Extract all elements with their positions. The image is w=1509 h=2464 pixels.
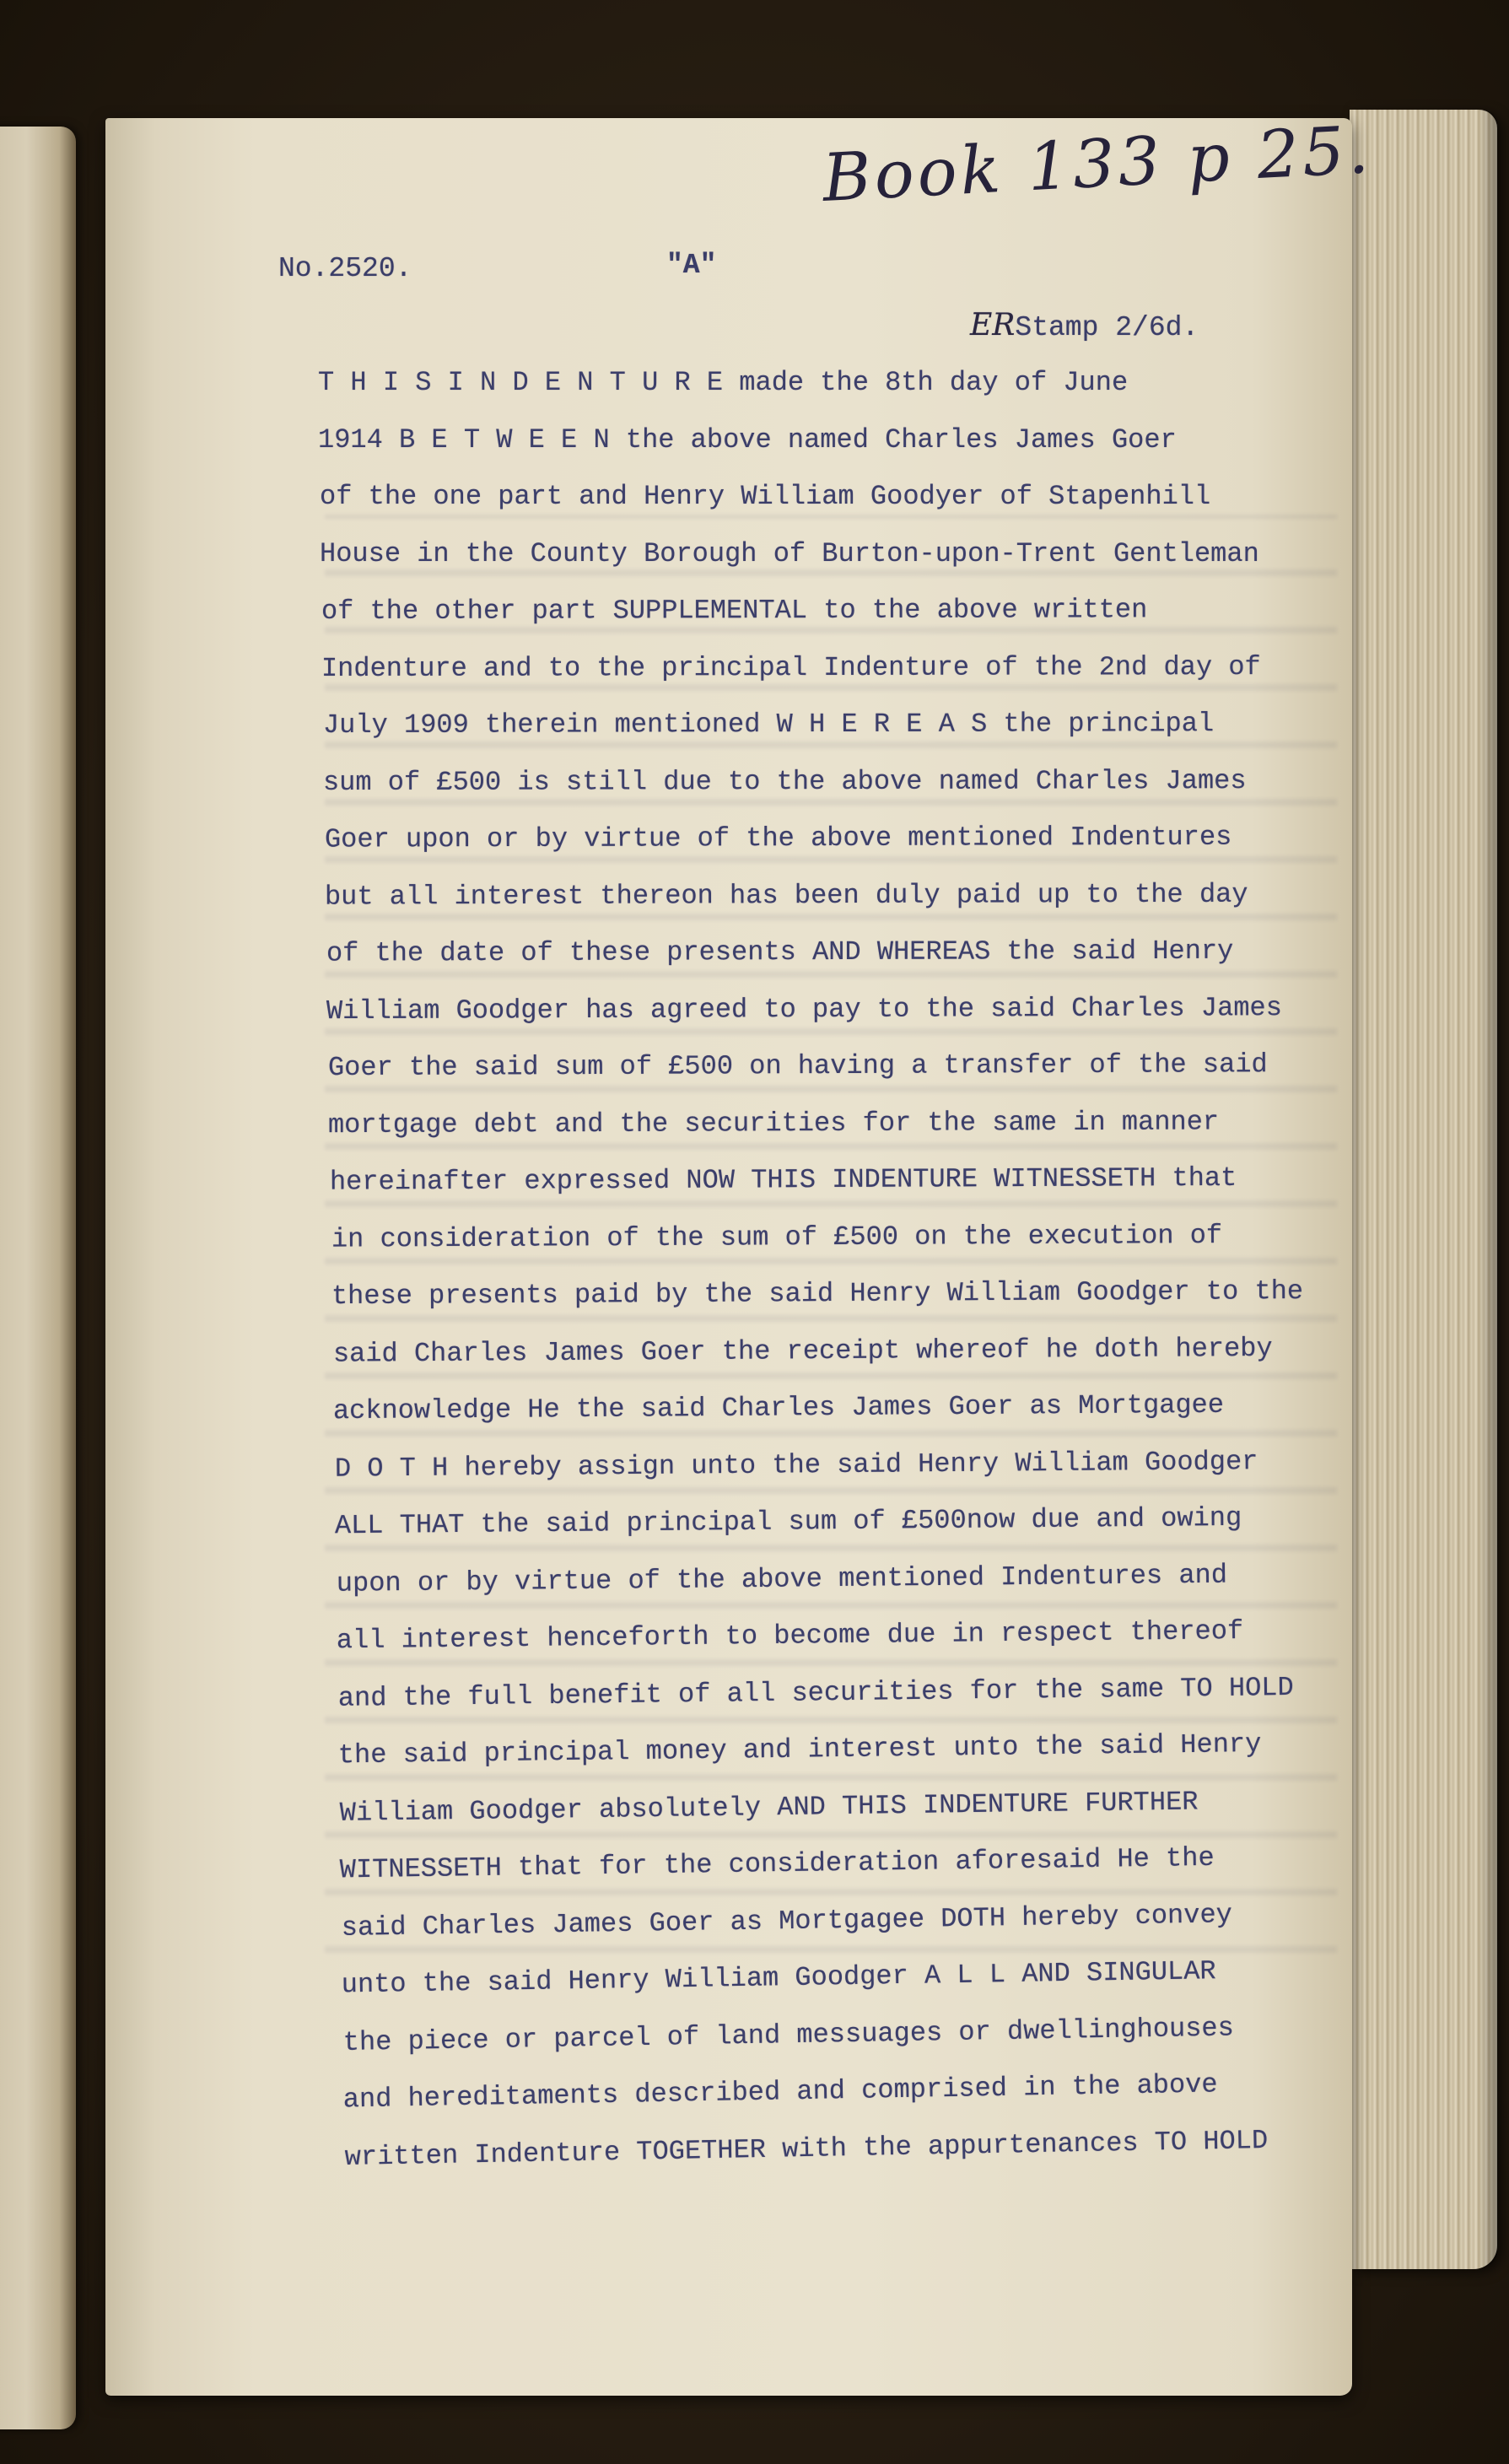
text-line: Indenture and to the principal Indenture of the 2nd day of (321, 650, 1261, 684)
text-line: mortgage debt and the securities for the same in manner (327, 1105, 1220, 1140)
stamp-initials: ER (970, 308, 1016, 342)
text-line: Goer upon or by virtue of the above mentioned Indentures (324, 821, 1232, 855)
text-line: acknowledge He the said Charles James Goer as Mortgagee (332, 1388, 1225, 1427)
text-line: written Indenture TOGETHER with the appurtenances TO HOLD (344, 2124, 1269, 2173)
text-line: ALL THAT the said principal sum of £500now due and owing (334, 1502, 1242, 1542)
text-line: the said principal money and interest unto the said Henry (337, 1728, 1262, 1771)
text-line: and the full benefit of all securities for the same TO HOLD (337, 1671, 1294, 1714)
text-line: House in the County Borough of Burton-upon-Trent Gentleman (320, 537, 1259, 569)
left-page-edge (0, 127, 76, 2429)
text-line: hereinafter expressed NOW THIS INDENTURE WITNESSETH that (329, 1162, 1237, 1198)
text-line: sum of £500 is still due to the above named Charles James (322, 764, 1247, 798)
text-line: these presents paid by the said Henry William Goodger to the (331, 1275, 1304, 1313)
text-line: upon or by virtue of the above mentioned Indentures and (336, 1559, 1228, 1599)
text-line: July 1909 therein mentioned W H E R E A S the principal (322, 708, 1215, 741)
text-line: but all interest thereon has been duly paid up to the day (324, 878, 1248, 913)
text-line: all interest henceforth to become due in respect thereof (336, 1615, 1244, 1657)
text-line: of the one part and Henry William Goodyer of Stapenhill (320, 481, 1211, 512)
text-line: said Charles James Goer as Mortgagee DOTH hereby convey (341, 1898, 1233, 1944)
text-line: and hereditaments described and comprised in the above (342, 2068, 1218, 2116)
text-line: D O T H hereby assign unto the said Henry William Goodger (334, 1445, 1258, 1485)
text-line: WITNESSETH that for the consideration aforesaid He the (339, 1841, 1215, 1886)
stamp-text: Stamp 2/6d. (1015, 312, 1199, 343)
text-line: William Goodger absolutely AND THIS INDENTURE FURTHER (339, 1786, 1199, 1829)
text-line: of the date of these presents AND WHEREAS the said Henry (326, 935, 1234, 969)
text-line: unto the said Henry William Goodger A L L AND SINGULAR (341, 1955, 1216, 2001)
document-number: No.2520. (278, 253, 412, 284)
text-line: the piece or parcel of land messuages or dwellinghouses (342, 2011, 1235, 2058)
text-line: Goer the said sum of £500 on having a transfer of the said (327, 1049, 1268, 1084)
stamp-duty (970, 308, 1199, 343)
text-line: said Charles James Goer the receipt whereof he doth hereby (332, 1332, 1273, 1370)
text-line: of the other part SUPPLEMENTAL to the above written (321, 594, 1148, 628)
text-line: in consideration of the sum of £500 on the execution of (331, 1219, 1223, 1255)
page-stack-edges (1350, 110, 1497, 2269)
text-line: 1914 B E T W E E N the above named Charles James Goer (318, 423, 1177, 456)
text-line: T H I S I N D E N T U R E made the 8th day of June (318, 367, 1129, 398)
schedule-mark: "A" (666, 250, 717, 281)
book-page-annotation: Book 133 p 25. (821, 112, 1374, 217)
text-line: William Goodger has agreed to pay to the said Charles James (326, 991, 1282, 1027)
indenture-body (316, 369, 1328, 2192)
